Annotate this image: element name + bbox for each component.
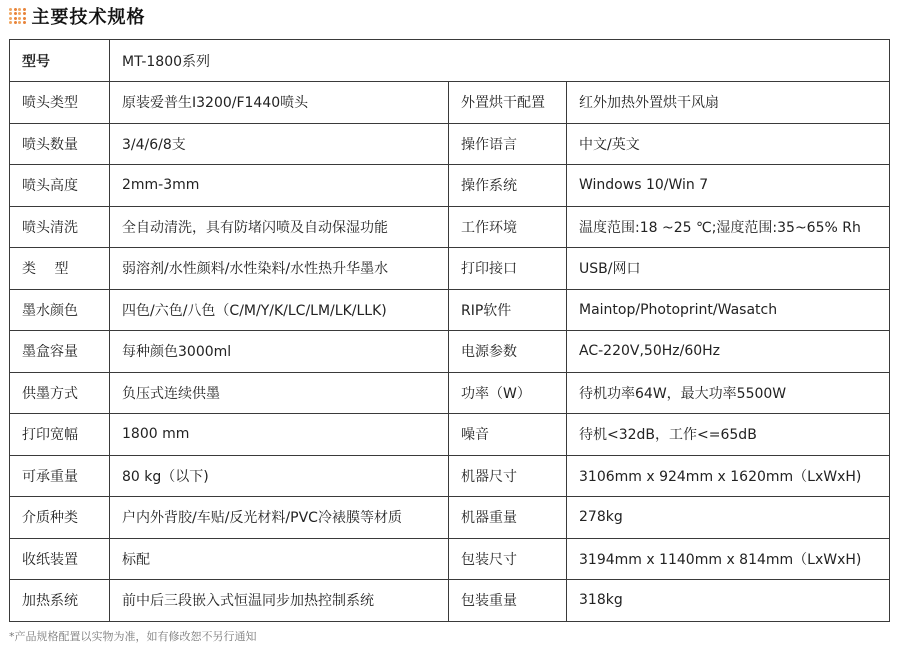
spec-value: 3106mm x 924mm x 1620mm（LxWxH) (567, 455, 890, 497)
spec-label: 机器重量 (449, 497, 567, 539)
spec-label: RIP软件 (449, 289, 567, 331)
spec-value: 318kg (567, 580, 890, 622)
spec-row (10, 206, 890, 248)
spec-label: 喷头清洗 (10, 206, 110, 248)
spec-label: 包装重量 (449, 580, 567, 622)
spec-label: 外置烘干配置 (449, 82, 567, 124)
spec-label: 墨水颜色 (10, 289, 110, 331)
spec-label: 包装尺寸 (449, 538, 567, 580)
spec-row (10, 497, 890, 539)
spec-row (10, 82, 890, 124)
footnote: *产品规格配置以实物为准，如有修改恕不另行通知 (9, 630, 257, 643)
spec-value: 四色/六色/八色（C/M/Y/K/LC/LM/LK/LLK) (110, 289, 449, 331)
model-row (10, 40, 890, 82)
spec-value: AC-220V,50Hz/60Hz (567, 331, 890, 373)
spec-row (10, 123, 890, 165)
spec-value: 待机功率64W，最大功率5500W (567, 372, 890, 414)
spec-label: 功率（W） (449, 372, 567, 414)
spec-value: 温度范围:18 ~25 ℃;湿度范围:35~65% Rh (567, 206, 890, 248)
model-value: MT-1800系列 (110, 40, 890, 82)
spec-label: 供墨方式 (10, 372, 110, 414)
spec-label: 操作语言 (449, 123, 567, 165)
spec-row (10, 414, 890, 456)
spec-value: 1800 mm (110, 414, 449, 456)
spec-table (9, 39, 890, 622)
spec-row (10, 248, 890, 290)
spec-label: 操作系统 (449, 165, 567, 207)
spec-value: 3194mm x 1140mm x 814mm（LxWxH) (567, 538, 890, 580)
spec-value: 原装爱普生I3200/F1440喷头 (110, 82, 449, 124)
spec-value: 红外加热外置烘干风扇 (567, 82, 890, 124)
spec-value: 负压式连续供墨 (110, 372, 449, 414)
spec-value: 待机<32dB，工作<=65dB (567, 414, 890, 456)
spec-label: 打印宽幅 (10, 414, 110, 456)
spec-label: 可承重量 (10, 455, 110, 497)
spec-label: 噪音 (449, 414, 567, 456)
spec-value: 3/4/6/8支 (110, 123, 449, 165)
spec-label: 工作环境 (449, 206, 567, 248)
spec-value: 80 kg（以下) (110, 455, 449, 497)
spec-value: USB/网口 (567, 248, 890, 290)
spec-label: 墨盒容量 (10, 331, 110, 373)
spec-value: 全自动清洗，具有防堵闪喷及自动保湿功能 (110, 206, 449, 248)
spec-label: 喷头数量 (10, 123, 110, 165)
spec-row (10, 580, 890, 622)
spec-label: 机器尺寸 (449, 455, 567, 497)
spec-value: 2mm-3mm (110, 165, 449, 207)
spec-value: 每种颜色3000ml (110, 331, 449, 373)
spec-value: 标配 (110, 538, 449, 580)
spec-label: 打印接口 (449, 248, 567, 290)
spec-value: 弱溶剂/水性颜料/水性染料/水性热升华墨水 (110, 248, 449, 290)
dot-grid-icon (9, 8, 26, 25)
spec-label: 类 型 (10, 248, 110, 290)
spec-row (10, 289, 890, 331)
spec-value: 户内外背胶/车贴/反光材料/PVC冷裱膜等材质 (110, 497, 449, 539)
model-label: 型号 (10, 40, 110, 82)
spec-label: 收纸装置 (10, 538, 110, 580)
spec-label: 介质种类 (10, 497, 110, 539)
section-heading (9, 3, 146, 29)
spec-label: 电源参数 (449, 331, 567, 373)
page-title: 主要技术规格 (31, 7, 146, 28)
spec-row (10, 455, 890, 497)
spec-value: 278kg (567, 497, 890, 539)
spec-label: 喷头类型 (10, 82, 110, 124)
spec-label: 加热系统 (10, 580, 110, 622)
spec-value: 中文/英文 (567, 123, 890, 165)
spec-row (10, 372, 890, 414)
spec-row (10, 331, 890, 373)
spec-row (10, 165, 890, 207)
spec-label: 喷头高度 (10, 165, 110, 207)
spec-value: Windows 10/Win 7 (567, 165, 890, 207)
spec-row (10, 538, 890, 580)
spec-value: 前中后三段嵌入式恒温同步加热控制系统 (110, 580, 449, 622)
spec-value: Maintop/Photoprint/Wasatch (567, 289, 890, 331)
